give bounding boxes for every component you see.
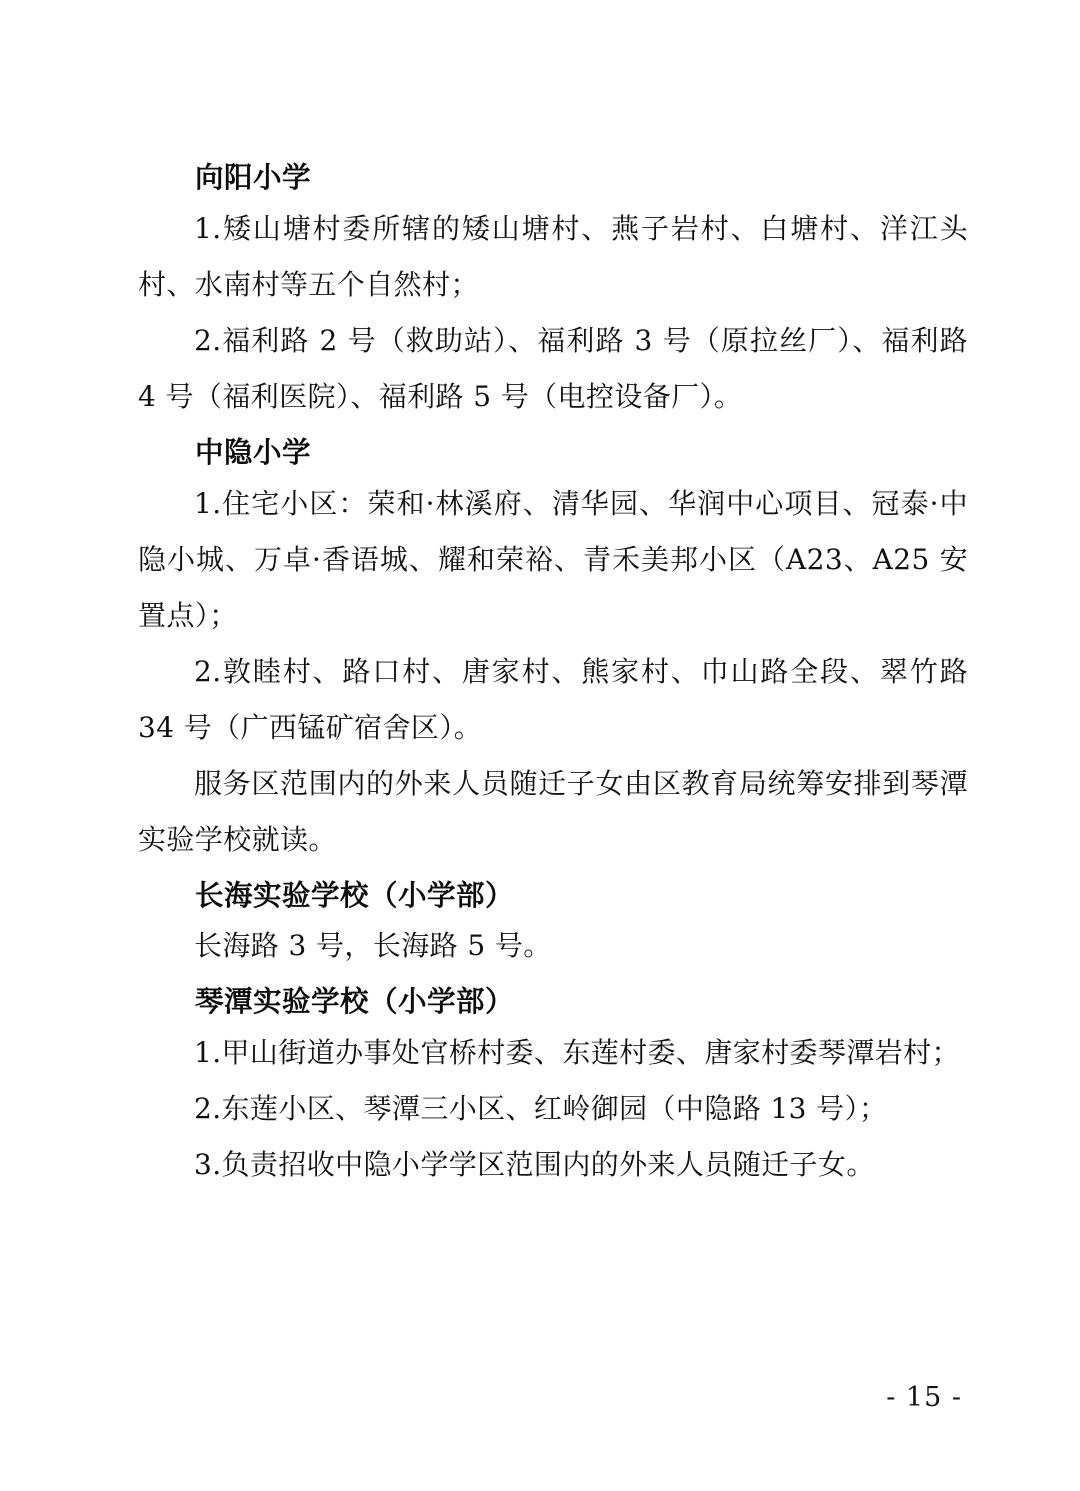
section-paragraph: 1.住宅小区：荣和·林溪府、清华园、华润中心项目、冠泰·中隐小城、万卓·香语城、耀和荣裕、青禾美邦小区（A23、A25 安置点）；	[138, 486, 968, 632]
document-body	[138, 156, 968, 1193]
section-heading-xiangyang-primary: 向阳小学	[195, 160, 312, 194]
page-number: - 15 -	[886, 1382, 962, 1413]
section-heading-qintan-experimental-school: 琴潭实验学校（小学部）	[195, 984, 515, 1019]
section-paragraph: 2.福利路 2 号（救助站）、福利路 3 号（原拉丝厂）、福利路 4 号（福利医院）、福利路 5 号（电控设备厂）。	[138, 323, 968, 413]
section-paragraph: 3.负责招收中隐小学学区范围内的外来人员随迁子女。	[194, 1148, 875, 1181]
section-paragraph: 1.甲山街道办事处官桥村委、东莲村委、唐家村委琴潭岩村；	[194, 1036, 960, 1069]
section-heading-changhai-experimental-school: 长海实验学校（小学部）	[195, 877, 515, 912]
section-heading-zhongyin-primary: 中隐小学	[195, 434, 312, 469]
section-paragraph: 长海路 3 号，长海路 5 号。	[194, 929, 552, 963]
section-paragraph: 2.敦睦村、路口村、唐家村、熊家村、巾山路全段、翠竹路 34 号（广西锰矿宿舍区）。	[138, 654, 968, 744]
section-paragraph: 服务区范围内的外来人员随迁子女由区教育局统筹安排到琴潭实验学校就读。	[138, 766, 968, 856]
section-paragraph: 2.东莲小区、琴潭三小区、红岭御园（中隐路 13 号）；	[194, 1092, 888, 1125]
section-paragraph: 1.矮山塘村委所辖的矮山塘村、燕子岩村、白塘村、洋江头村、水南村等五个自然村；	[138, 211, 968, 301]
